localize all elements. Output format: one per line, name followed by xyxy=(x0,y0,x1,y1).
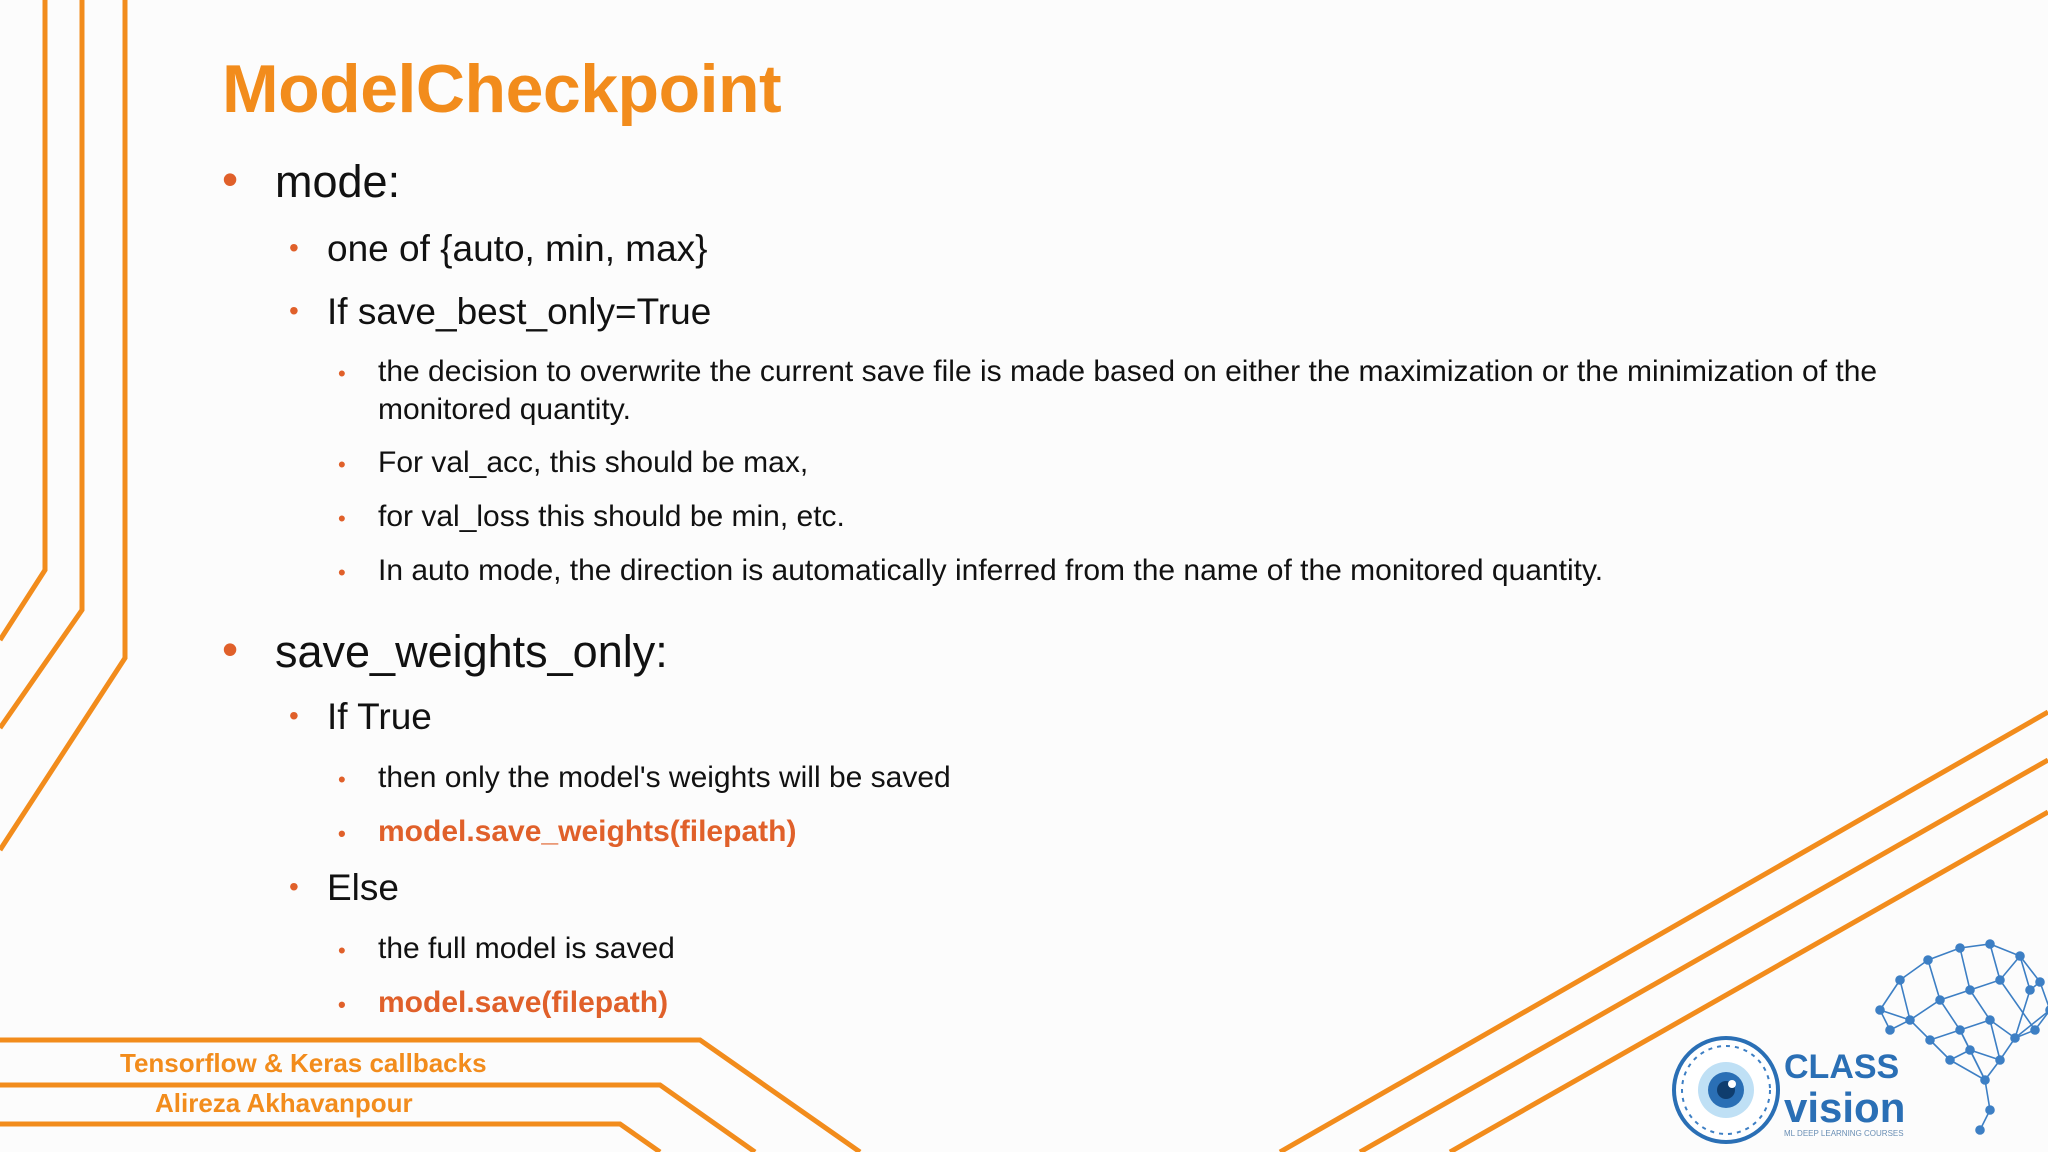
bullet-icon: • xyxy=(222,153,239,205)
list-subitem: • then only the model's weights will be saved xyxy=(378,759,951,797)
bullet-icon: • xyxy=(338,560,346,585)
list-subitem: • the full model is saved xyxy=(378,930,675,968)
list-item: • If True xyxy=(289,696,432,737)
list-item: • If save_best_only=True xyxy=(289,291,712,332)
bullet-icon: • xyxy=(338,506,346,531)
logo-brand-top: CLASS xyxy=(1784,1048,1900,1086)
bullet-icon: • xyxy=(289,232,299,263)
section-heading-mode: • mode: xyxy=(222,153,401,207)
bullet-icon: • xyxy=(338,992,346,1017)
footer-author: Alireza Akhavanpour xyxy=(155,1088,413,1118)
eye-network-icon xyxy=(1674,1038,1778,1142)
bullet-icon: • xyxy=(289,871,299,902)
bullet-icon: • xyxy=(338,821,346,846)
slide-title: ModelCheckpoint xyxy=(222,51,782,127)
bullet-icon: • xyxy=(222,623,239,675)
bullet-icon: • xyxy=(338,938,346,963)
logo-tagline: ML DEEP LEARNING COURSES xyxy=(1784,1129,1904,1138)
code-snippet: • model.save(filepath) xyxy=(378,984,668,1022)
bullet-icon: • xyxy=(289,700,299,731)
list-subitem: • For val_acc, this should be max, xyxy=(378,444,808,482)
class-vision-logo xyxy=(1660,930,2048,1152)
bullet-icon: • xyxy=(338,361,346,386)
list-item: • Else xyxy=(289,867,399,908)
bullet-icon: • xyxy=(289,295,299,326)
list-item: • one of {auto, min, max} xyxy=(289,228,708,269)
list-subitem: • In auto mode, the direction is automatically inferred from the name of the monitored quantity. xyxy=(378,552,1603,590)
logo-brand-bottom: vision xyxy=(1784,1084,1906,1131)
bullet-icon: • xyxy=(338,767,346,792)
list-subitem: • the decision to overwrite the current save file is made based on either the maximization or the minimization of the monitored quantity. xyxy=(338,355,1878,426)
bullet-icon: • xyxy=(338,452,346,477)
section-heading-save-weights-only: • save_weights_only: xyxy=(222,623,668,677)
footer-course-title: Tensorflow & Keras callbacks xyxy=(120,1048,487,1078)
code-snippet: • model.save_weights(filepath) xyxy=(378,813,796,851)
list-subitem: • for val_loss this should be min, etc. xyxy=(378,498,845,536)
